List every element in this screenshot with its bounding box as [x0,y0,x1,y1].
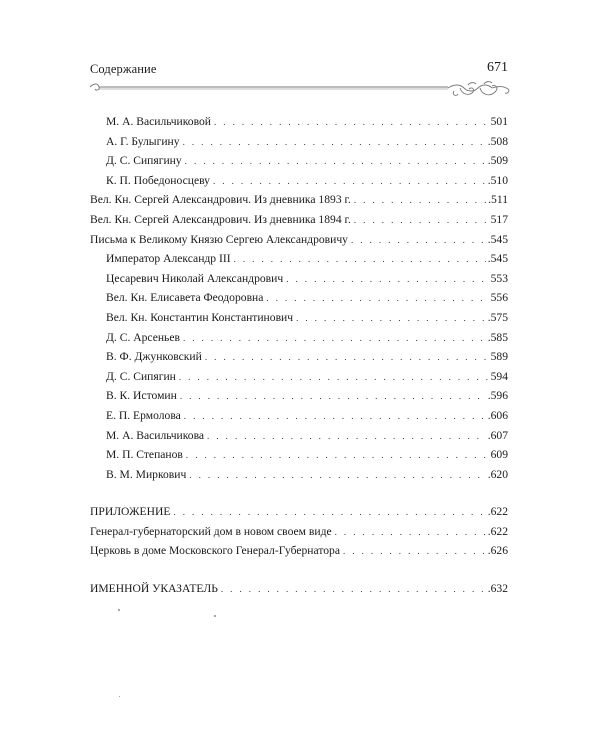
page-speck [119,696,120,697]
dot-leader [296,309,486,328]
toc-entry [90,249,508,269]
toc-entry-page [489,347,508,367]
toc-entry-page-prefix: . [487,467,491,481]
toc-entry [90,308,508,328]
table-of-contents [90,112,508,599]
toc-entry-page-prefix: . [487,154,491,168]
toc-entry [90,522,508,542]
toc-entry-page [486,541,508,561]
toc-entry-page-number: 585 [490,330,508,344]
toc-entry-page-number: 606 [490,408,508,422]
toc-entry-page-prefix: . [487,544,491,558]
toc-entry-page-number: 501 [490,115,508,128]
page-speck [118,609,120,611]
toc-entry [90,171,508,191]
toc-entry-title: Д. С. Сипягину [106,154,182,168]
toc-entry-title: Цесаревич Николай Александрович [106,271,284,285]
dot-leader [354,211,489,230]
toc-entry-page [489,210,508,230]
toc-entry-page-number: 589 [490,350,508,364]
toc-entry-title: К. П. Победоносцеву [106,173,210,187]
toc-entry-page-prefix: . [488,193,492,207]
toc-entry-page [489,269,508,289]
toc-entry-page [486,522,508,542]
toc-entry-page [486,171,508,191]
toc-entry-title: Е. П. Ермолова [106,408,181,422]
toc-entry-title: В. Ф. Джунковский [106,350,202,364]
dot-leader [343,542,486,561]
running-head [90,60,508,80]
dot-leader [183,133,486,152]
dot-leader [180,387,486,406]
running-title: Содержание [90,62,157,76]
toc-entry-title: Генерал-губернаторский дом в новом своем виде [90,524,332,538]
toc-entry [90,151,508,171]
toc-entry [90,347,508,367]
toc-entry [90,367,508,387]
toc-entry-page-prefix: . [487,330,491,344]
dot-leader [214,113,489,132]
dot-leader [213,172,486,191]
toc-entry-page [486,502,508,522]
toc-entry-page-prefix: . [487,232,491,246]
toc-entry-title: ИМЕННОЙ УКАЗАТЕЛЬ [90,582,218,596]
toc-entry-page-prefix: . [487,389,491,403]
toc-entry-title: Вел. Кн. Константин Константинович [106,310,294,324]
toc-entry-page [486,579,508,599]
toc-entry [90,190,508,210]
dot-leader [173,503,485,522]
toc-entry-title: Д. С. Арсеньев [106,330,180,344]
toc-entry-page-prefix: . [487,505,491,519]
toc-entry [90,445,508,465]
toc-entry [90,112,508,132]
toc-entry-page-number: 620 [490,467,508,481]
toc-entry-page-number: 510 [490,173,508,187]
toc-entry-page [486,328,508,348]
dot-leader [221,580,486,599]
toc-entry-page-number: 594 [490,369,508,383]
toc-entry-page [486,386,508,406]
toc-entry-page-prefix: . [487,173,491,187]
toc-entry-page-number: 596 [490,389,508,403]
toc-entry-title: Вел. Кн. Сергей Александрович. Из дневника 1894 г. [90,212,351,226]
toc-entry-page-number: 553 [490,271,508,285]
dot-leader [351,231,486,250]
toc-entry-title: Император Александр III [106,252,231,266]
dot-leader [354,191,486,210]
dot-leader [205,348,489,367]
toc-entry-title: М. А. Васильчикова [106,428,205,442]
toc-entry-page-number: 632 [490,582,508,596]
page-speck [214,615,216,617]
dot-leader [335,523,486,542]
toc-entry-page [489,445,508,465]
toc-entry [90,406,508,426]
toc-entry-title: Д. С. Сипягин [106,369,176,383]
toc-entry-page-prefix: . [487,408,491,422]
toc-entry-page-number: 508 [490,134,508,148]
toc-entry-page-number: 556 [490,291,508,305]
toc-entry-page-number: 509 [490,154,508,168]
toc-entry-page-number: 626 [490,544,508,558]
toc-entry-page-number: 609 [490,448,508,462]
toc-entry [90,579,508,599]
toc-entry [90,269,508,289]
dot-leader [185,152,486,171]
dot-leader [189,466,485,485]
toc-entry-title: Вел. Кн. Елисавета Феодоровна [106,291,264,305]
toc-entry [90,465,508,485]
toc-entry-title: А. Г. Булыгину [106,134,180,148]
toc-entry-title: Вел. Кн. Сергей Александрович. Из дневника 1893 г. [90,193,351,207]
toc-entry [90,426,508,446]
toc-entry-page-prefix: . [487,310,491,324]
toc-entry-title: В. М. Миркович [106,467,187,481]
dot-leader [234,250,486,269]
toc-entry-title: ПРИЛОЖЕНИЕ [90,505,171,519]
dot-leader [184,407,486,426]
toc-entry-page [486,230,508,250]
dot-leader [207,427,486,446]
dot-leader [183,329,486,348]
toc-entry-page [489,288,508,308]
toc-entry-page [486,249,508,269]
dot-leader [266,289,488,308]
toc-entry-page-prefix: . [487,524,491,538]
toc-entry-page-prefix: . [487,252,491,266]
toc-entry-page [486,151,508,171]
dot-leader [186,446,489,465]
toc-entry-page-number: 607 [490,428,508,442]
toc-entry-page [486,308,508,328]
toc-entry [90,288,508,308]
toc-entry-page-number: 511 [491,193,508,207]
toc-entry-page [486,190,508,210]
toc-entry-title: В. К. Истомин [106,389,177,403]
toc-entry-page [489,367,508,387]
toc-entry-page-number: 622 [490,524,508,538]
toc-entry-page-number: 622 [490,505,508,519]
toc-entry [90,210,508,230]
toc-entry [90,230,508,250]
header-ornament-rule [88,80,512,102]
dot-leader [179,368,489,387]
toc-entry [90,502,508,522]
toc-entry-title: М. П. Степанов [106,448,183,462]
toc-entry-title: Церковь в доме Московского Генерал-Губернатора [90,544,340,558]
toc-entry-page-number: 545 [490,232,508,246]
toc-entry-page-number: 517 [490,212,508,226]
toc-entry-page-number: 575 [490,310,508,324]
dot-leader [286,270,488,289]
toc-entry-title: М. А. Васильчиковой [106,115,211,128]
toc-entry [90,132,508,152]
toc-entry-page [486,132,508,152]
toc-entry [90,386,508,406]
toc-entry [90,541,508,561]
toc-entry-page [486,465,508,485]
toc-entry-page-prefix: . [487,134,491,148]
toc-entry-page-prefix: . [487,428,491,442]
toc-entry-page-prefix: . [487,582,491,596]
toc-entry-page-number: 545 [490,252,508,266]
page-number: 671 [487,60,508,75]
toc-entry [90,328,508,348]
toc-entry-title: Письма к Великому Князю Сергею Александровичу [90,232,348,246]
toc-entry-page [486,406,508,426]
toc-entry-page [489,112,508,132]
toc-entry-page [486,426,508,446]
